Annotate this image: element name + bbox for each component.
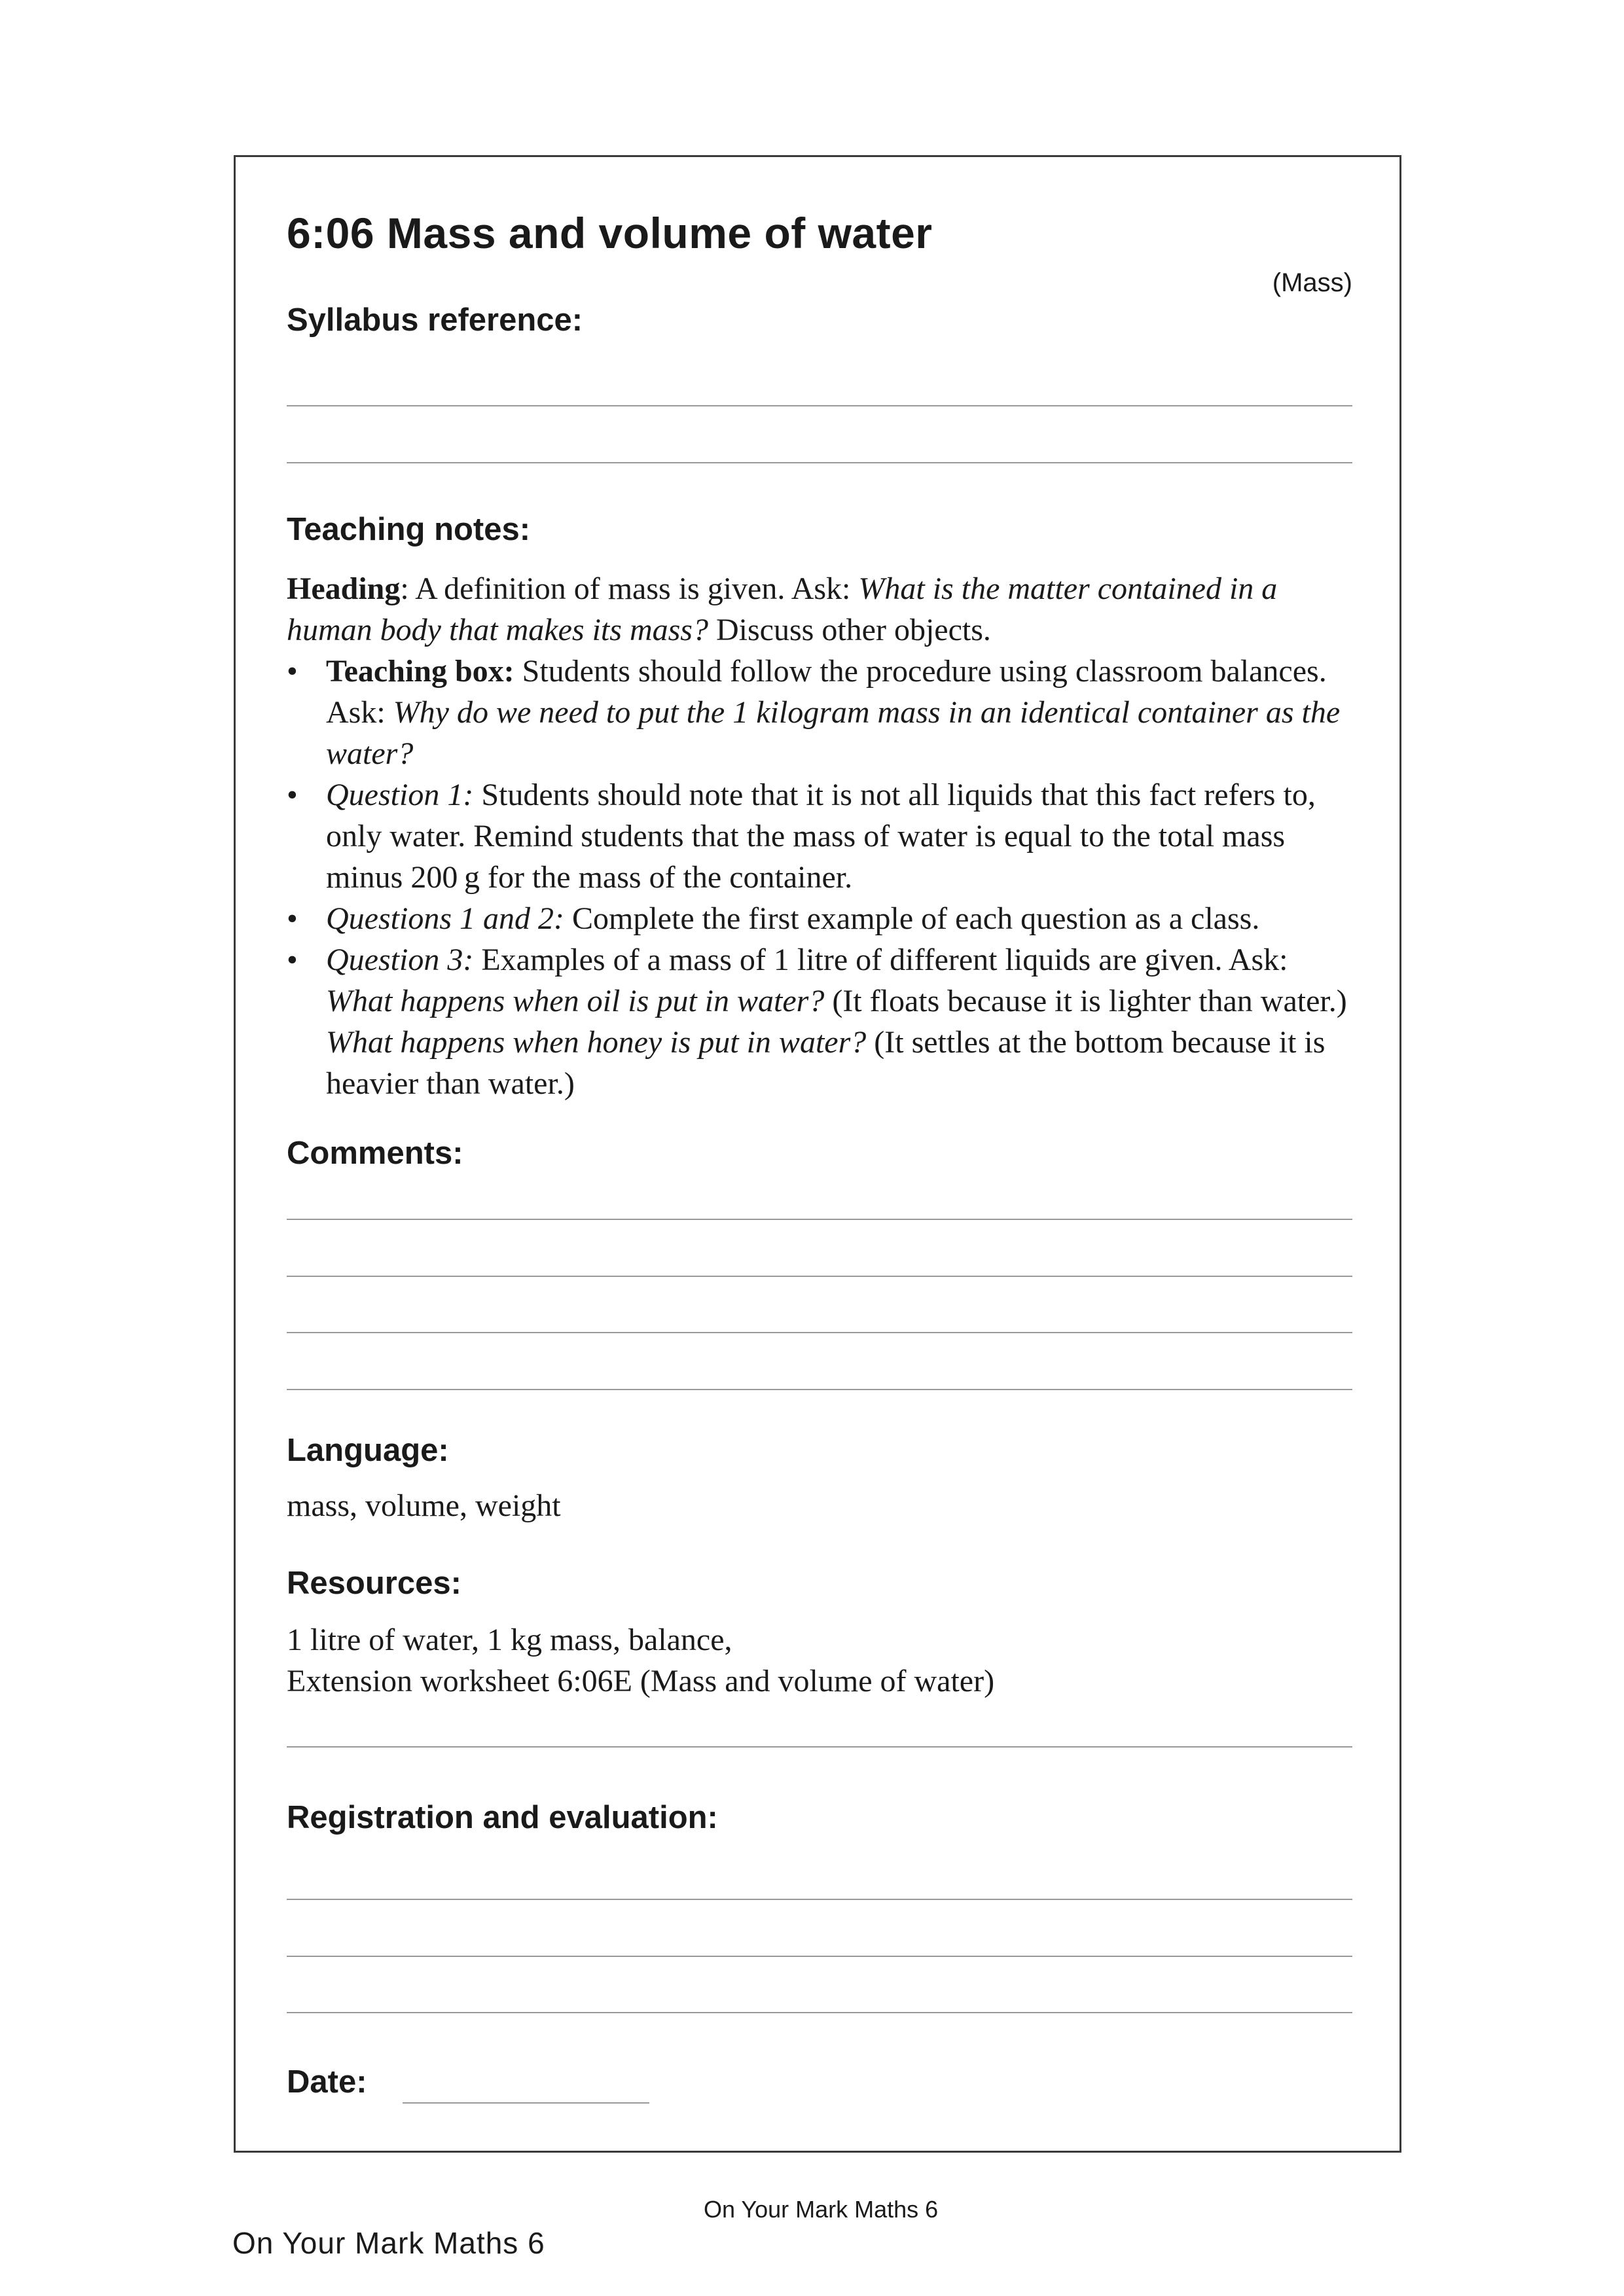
intro-italic: What is the matter contained in a human body that makes its mass? (287, 571, 1278, 647)
intro-text-1: : A definition of mass is given. Ask: (400, 571, 859, 606)
notes-bullet-list (287, 651, 1360, 1104)
resources-line-1: 1 litre of water, 1 kg mass, balance, (287, 1623, 732, 1657)
resources-line (287, 1746, 1352, 1748)
bullet-text: Students should follow the procedure using classroom balances. Ask: (326, 654, 1327, 730)
language-text: mass, volume, weight (287, 1488, 561, 1523)
bullet-italic: Why do we need to put the 1 kilogram mass in an identical container as the water? (326, 695, 1341, 771)
bullet-text: (It floats because it is lighter than water.) (824, 984, 1347, 1018)
registration-line-3 (287, 2012, 1352, 2013)
bullet-lead: Question 1: (326, 778, 474, 812)
notes-bullet-question-1 (287, 774, 1360, 898)
registration-heading: Registration and evaluation: (287, 1800, 718, 1835)
notes-bullet-questions-1-2 (287, 898, 1360, 939)
comments-line-1 (287, 1219, 1352, 1220)
language-heading: Language: (287, 1433, 449, 1468)
bullet-lead: Teaching box: (326, 654, 514, 689)
page-title: 6:06 Mass and volume of water (287, 209, 933, 257)
date-label: Date: (287, 2064, 367, 2100)
registration-line-1 (287, 1899, 1352, 1900)
intro-text-2: Discuss other objects. (708, 613, 991, 647)
topic-tag: (Mass) (1272, 268, 1352, 297)
resources-line-2: Extension worksheet 6:06E (Mass and volume of water) (287, 1664, 995, 1698)
bullet-italic: What happens when oil is put in water? (326, 984, 825, 1018)
bullet-lead: Questions 1 and 2: (326, 901, 564, 936)
bullet-text: Students should note that it is not all liquids that this fact refers to, only water. Remind students that the mass of water is equal to the total mass minus 200 g for the mass of the container. (326, 778, 1316, 895)
comments-line-4 (287, 1389, 1352, 1390)
bullet-text: (It settles at the bottom because it is heavier than water.) (326, 1025, 1326, 1101)
bullet-italic: What happens when honey is put in water? (326, 1025, 867, 1060)
footer-left-text: On Your Mark Maths 6 (232, 2226, 545, 2260)
bullet-lead: Question 3: (326, 942, 474, 977)
intro-bold: Heading (287, 571, 401, 606)
footer-center-text: On Your Mark Maths 6 (704, 2196, 939, 2223)
registration-line-2 (287, 1956, 1352, 1957)
teaching-notes-body (287, 568, 1360, 1104)
date-line (403, 2102, 649, 2104)
bullet-text: Complete the first example of each question as a class. (564, 901, 1260, 936)
notes-bullet-question-3 (287, 939, 1360, 1104)
notes-intro (287, 568, 1360, 651)
resources-heading: Resources: (287, 1566, 461, 1601)
notes-bullet-teaching-box (287, 651, 1360, 774)
syllabus-line-2 (287, 462, 1352, 463)
comments-heading: Comments: (287, 1136, 463, 1171)
syllabus-line-1 (287, 405, 1352, 406)
comments-line-3 (287, 1332, 1352, 1333)
comments-line-2 (287, 1276, 1352, 1277)
teaching-notes-heading: Teaching notes: (287, 512, 531, 547)
syllabus-heading: Syllabus reference: (287, 302, 583, 338)
bullet-text: Examples of a mass of 1 litre of different liquids are given. Ask: (473, 942, 1288, 977)
